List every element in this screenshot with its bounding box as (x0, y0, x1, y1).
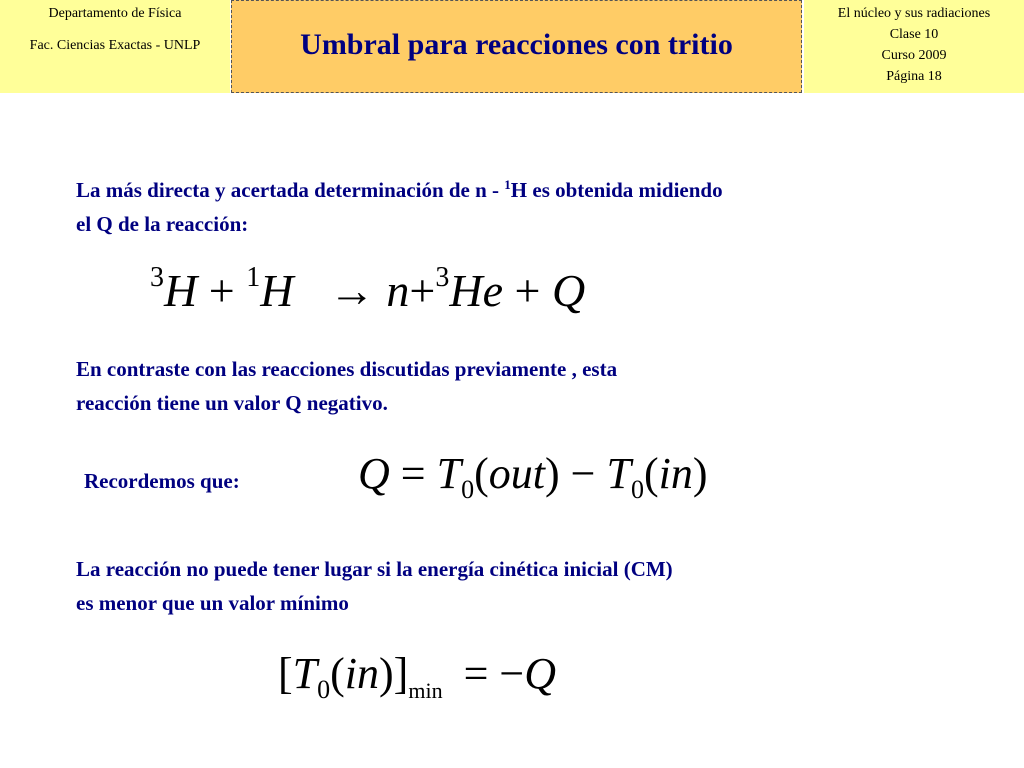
paragraph-intro (76, 168, 723, 241)
intro-text-line2: el Q de la reacción: (76, 212, 249, 236)
page-title: Umbral para reacciones con tritio (300, 28, 733, 61)
intro-superscript: 1 (504, 177, 511, 192)
paragraph-contrast (76, 352, 617, 420)
intro-text-a: La más directa y acertada determinación de n - (76, 178, 505, 202)
contrast-line1: En contraste con las reacciones discutidas previamente , esta (76, 357, 618, 381)
course-name: El núcleo y sus radiaciones (837, 6, 991, 21)
recordemos-label: Recordemos que: (84, 469, 240, 493)
course-year: Curso 2009 (881, 48, 947, 63)
department-label: Departamento de Física (48, 6, 182, 21)
intro-text-b: H es obtenida midiendo (510, 178, 723, 202)
contrast-line2: reacción tiene un valor Q negativo. (76, 391, 388, 415)
header-title-box (231, 0, 802, 93)
faculty-label: Fac. Ciencias Exactas - UNLP (29, 38, 201, 53)
paragraph-threshold (76, 552, 673, 620)
threshold-line1: La reacción no puede tener lugar si la energía cinética inicial (CM) (76, 557, 673, 581)
page-number: Página 18 (886, 69, 942, 84)
header-left-box (0, 0, 230, 93)
class-number: Clase 10 (889, 27, 939, 42)
threshold-equation: $[T_0(in)]_{min} = -Q$ (278, 649, 556, 704)
header-right-box (804, 0, 1024, 93)
reaction-equation: $^3$H + $^1$H → n+$^3$He + Q (150, 262, 586, 316)
q-definition-equation: $Q = T_0(out) - T_0(in)$ (358, 449, 708, 504)
threshold-line2: es menor que un valor mínimo (76, 591, 349, 615)
